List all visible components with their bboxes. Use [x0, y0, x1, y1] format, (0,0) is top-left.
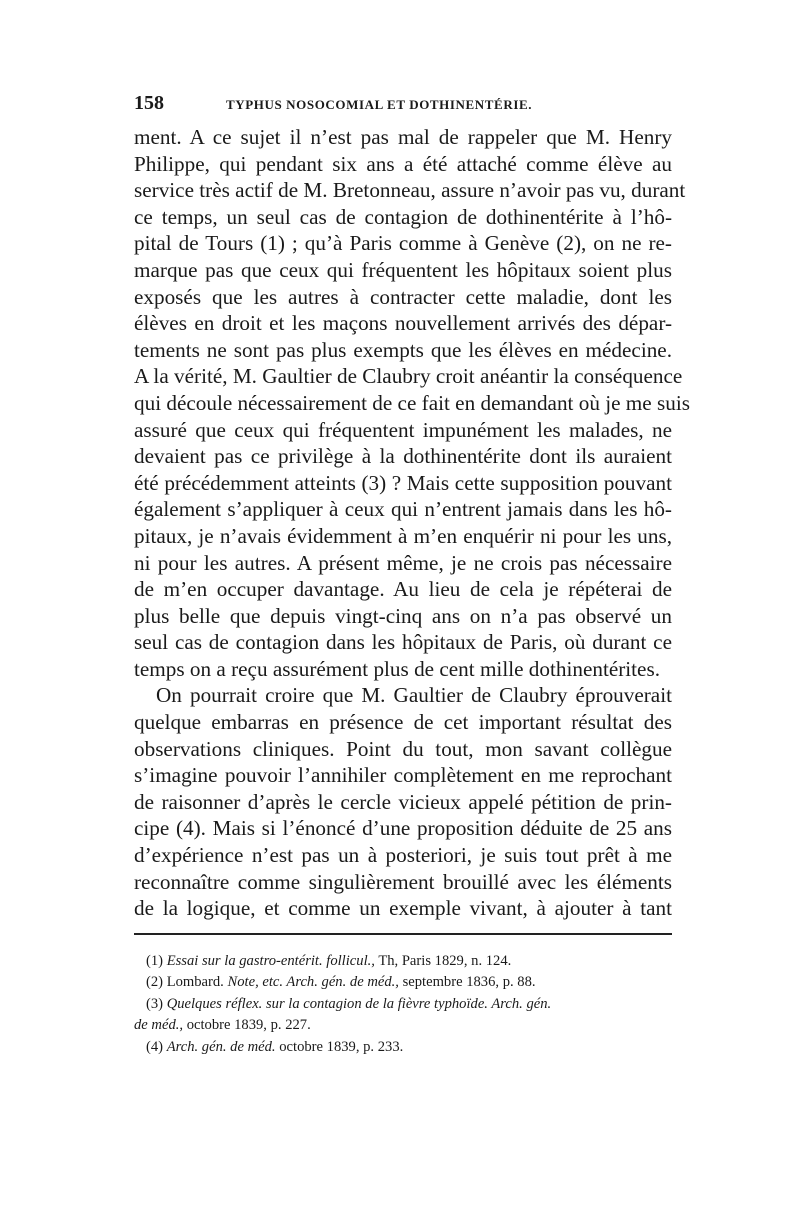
text-line: marque pas que ceux qui fréquentent les hôpitaux soient plus [134, 257, 672, 282]
page-header [134, 92, 672, 122]
footnote-2 [134, 972, 672, 994]
footnote-3-continued [134, 1015, 672, 1037]
text-line: d’expérience n’est pas un à posteriori, je suis tout prêt à me [134, 843, 672, 868]
footnote-title: Note, etc. Arch. gén. de méd., [227, 974, 399, 991]
footnote-reference: Th, Paris 1829, n. 124. [378, 952, 512, 969]
footnote-1 [134, 951, 672, 973]
text-line: On pourrait croire que M. Gaultier de Claubry éprouverait [156, 683, 672, 708]
text-line: assuré que ceux qui fréquentent impunément les malades, ne [134, 417, 672, 442]
text-line: observations cliniques. Point du tout, mon savant collègue [134, 736, 672, 761]
footnote-number: (2) [146, 974, 164, 991]
footnote-reference: octobre 1839, p. 233. [279, 1038, 404, 1055]
footnotes [134, 951, 672, 1059]
text-line: de la logique, et comme un exemple vivant, à ajouter à tant [134, 896, 672, 921]
footnote-title: Quelques réflex. sur la contagion de la fièvre typhoïde. Arch. gén. [166, 995, 552, 1012]
body-text [134, 124, 690, 922]
footnote-reference: octobre 1839, p. 227. [186, 1017, 311, 1034]
text-line: quelque embarras en présence de cet important résultat des [134, 710, 672, 735]
book-page [134, 92, 690, 1058]
running-title: TYPHUS NOSOCOMIAL ET DOTHINENTÉRIE. [226, 97, 533, 112]
text-line: tements ne sont pas plus exempts que les élèves en médecine. [134, 337, 672, 362]
footnote-number: (3) [146, 995, 164, 1012]
text-line: également s’appliquer à ceux qui n’entrent jamais dans les hô- [134, 497, 672, 522]
text-line: ni pour les autres. A présent même, je ne crois pas nécessaire [134, 550, 672, 575]
text-line: reconnaître comme singulièrement brouillé avec les éléments [134, 869, 672, 894]
text-line: exposés que les autres à contracter cette maladie, dont les [134, 284, 672, 309]
text-line: élèves en droit et les maçons nouvellement arrivés des dépar- [134, 311, 672, 336]
text-line: s’imagine pouvoir l’annihiler complètement en me reprochant [134, 763, 672, 788]
text-line: été précédemment atteints (3) ? Mais cette supposition pouvant [134, 470, 672, 495]
text-line: ce temps, un seul cas de contagion de dothinentérite à l’hô- [134, 204, 672, 229]
footnote-title: de méd., [134, 1017, 184, 1034]
text-line: service très actif de M. Bretonneau, assure n’avoir pas vu, durant [134, 178, 686, 203]
footnote-3 [134, 994, 672, 1016]
footnote-divider [134, 933, 672, 935]
text-line: cipe (4). Mais si l’énoncé d’une proposition déduite de 25 ans [134, 816, 672, 841]
footnote-title: Essai sur la gastro-entérit. follicul., [166, 952, 375, 969]
text-line: de m’en occuper davantage. Au lieu de cela je répéterai de [134, 577, 672, 602]
text-line: pitaux, je n’avais évidemment à m’en enquérir ni pour les uns, [134, 523, 672, 548]
footnote-number: (1) [146, 952, 164, 969]
footnote-reference: septembre 1836, p. 88. [402, 974, 536, 991]
footnote-title: Arch. gén. de méd. [166, 1038, 276, 1055]
text-line: temps on a reçu assurément plus de cent mille dothinentérites. [134, 656, 661, 681]
footnote-4 [134, 1037, 672, 1059]
text-line: A la vérité, M. Gaultier de Claubry croit anéantir la conséquence [134, 364, 683, 389]
text-line: de raisonner d’après le cercle vicieux appelé pétition de prin- [134, 789, 672, 814]
text-line: devaient pas ce privilège à la dothinentérite dont ils auraient [134, 444, 672, 469]
text-line: ment. A ce sujet il n’est pas mal de rappeler que M. Henry [134, 125, 672, 149]
page-number: 158 [134, 92, 164, 114]
text-line: qui découle nécessairement de ce fait en demandant où je me suis [134, 390, 690, 415]
footnote-number: (4) [146, 1038, 164, 1055]
text-line: plus belle que depuis vingt-cinq ans on n’a pas observé un [134, 603, 672, 628]
text-line: pital de Tours (1) ; qu’à Paris comme à Genève (2), on ne re- [134, 231, 672, 256]
text-line: Philippe, qui pendant six ans a été attaché comme élève au [134, 151, 672, 176]
text-line: seul cas de contagion dans les hôpitaux de Paris, où durant ce [134, 630, 672, 655]
footnote-author: Lombard. [166, 974, 224, 991]
